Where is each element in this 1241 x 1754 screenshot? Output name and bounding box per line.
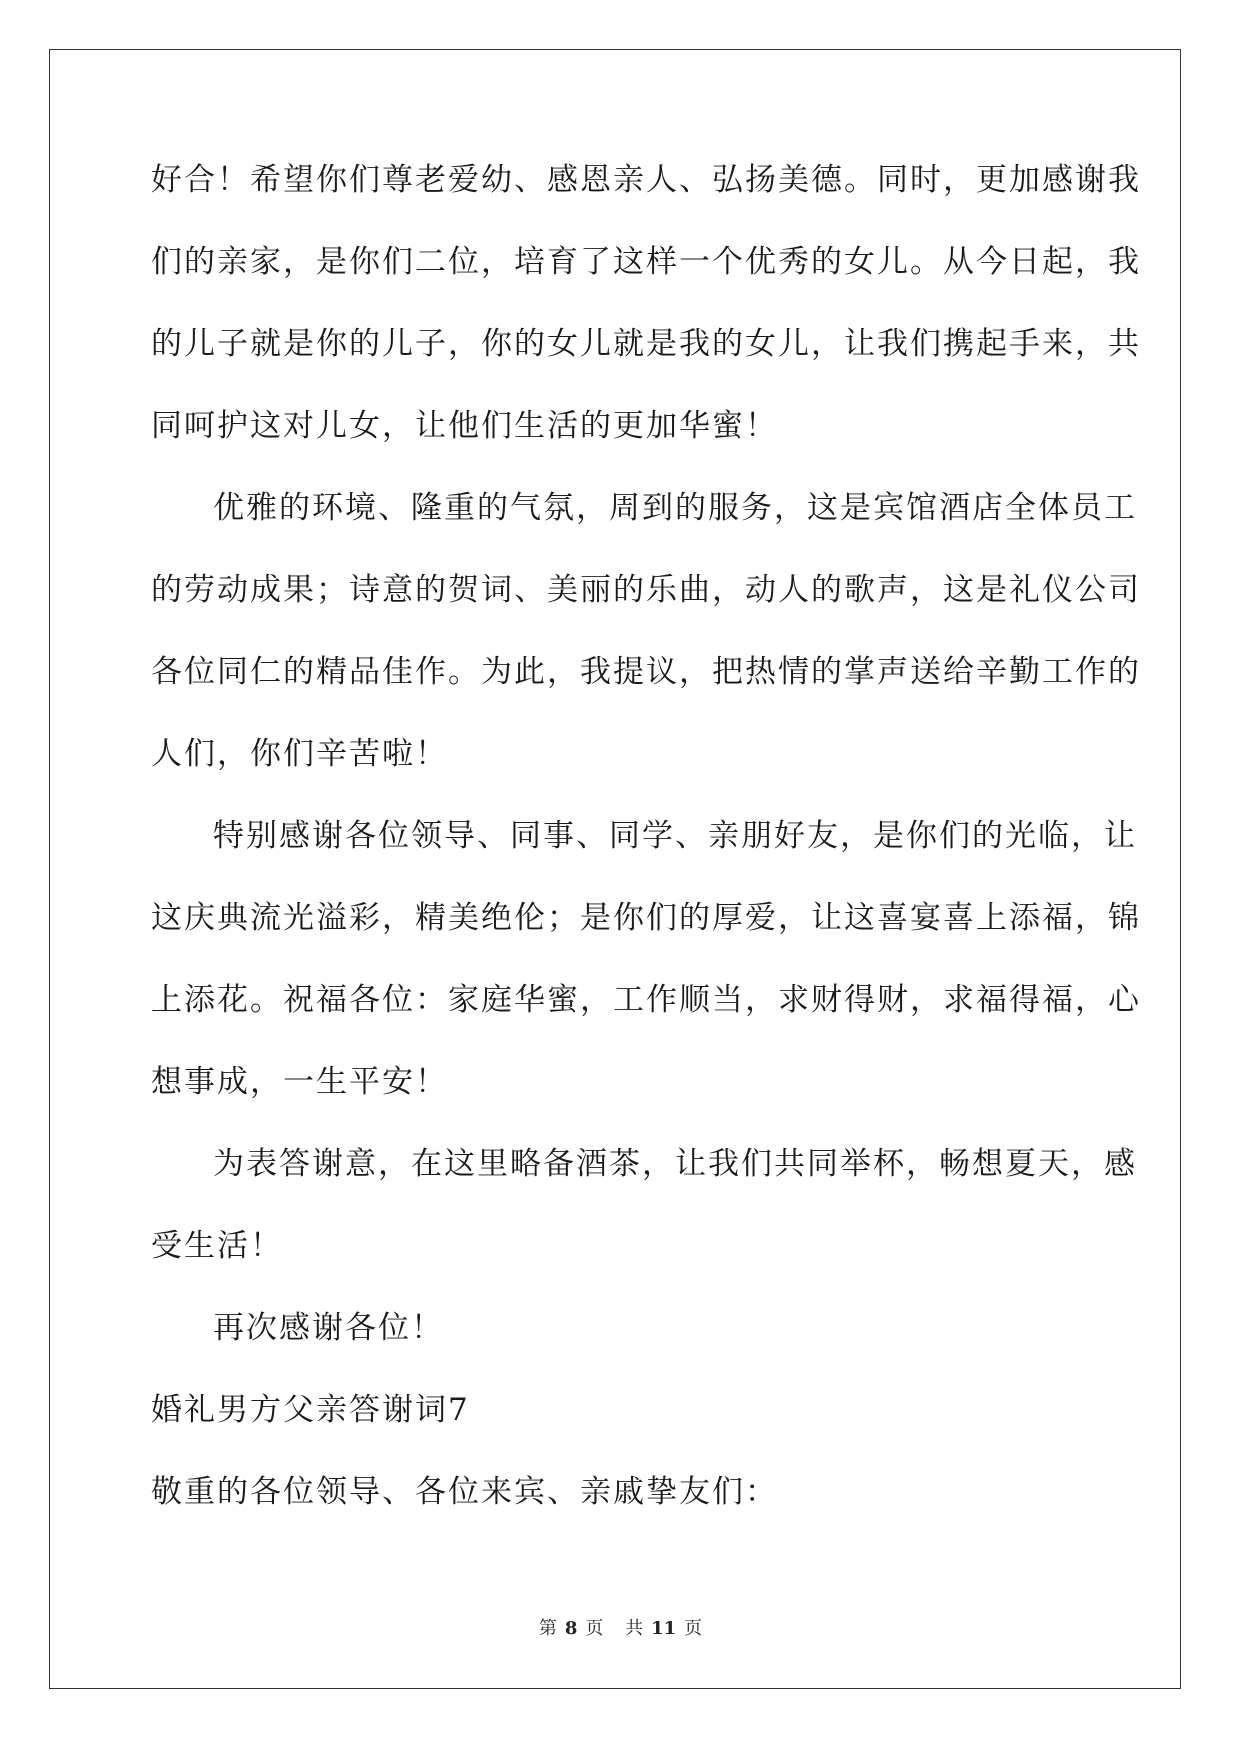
text-line: 上添花。祝福各位：家庭华蜜，工作顺当，求财得财，求福得福，心 bbox=[151, 982, 1141, 1018]
text-line: 好合！希望你们尊老爱幼、感恩亲人、弘扬美德。同时，更加感谢我 bbox=[151, 162, 1141, 198]
document-body bbox=[151, 158, 1141, 1552]
page-indicator bbox=[535, 1618, 608, 1639]
page-number: 8 bbox=[564, 1618, 578, 1639]
text-line: 优雅的环境、隆重的气氛，周到的服务，这是宾馆酒店全体员工 bbox=[213, 490, 1137, 526]
text-line: 想事成，一生平安！ bbox=[151, 1064, 448, 1100]
text-line: 同呵护这对儿女，让他们生活的更加华蜜！ bbox=[151, 408, 778, 444]
total-pages: 11 bbox=[651, 1618, 677, 1639]
total-indicator bbox=[621, 1618, 706, 1639]
text-line: 的劳动成果；诗意的贺词、美丽的乐曲，动人的歌声，这是礼仪公司 bbox=[151, 572, 1141, 608]
text-line: 的儿子就是你的儿子，你的女儿就是我的女儿，让我们携起手来，共 bbox=[151, 326, 1141, 362]
text-line: 再次感谢各位！ bbox=[213, 1310, 444, 1346]
page-footer bbox=[0, 1614, 1241, 1640]
section-heading: 婚礼男方父亲答谢词7 bbox=[151, 1392, 470, 1428]
total-prefix: 共 bbox=[625, 1618, 644, 1639]
page-prefix: 第 bbox=[538, 1618, 557, 1639]
text-line: 为表答谢意，在这里略备酒茶，让我们共同举杯，畅想夏天，感 bbox=[213, 1146, 1137, 1182]
text-line: 受生活！ bbox=[151, 1228, 283, 1264]
text-line: 特别感谢各位领导、同事、同学、亲朋好友，是你们的光临，让 bbox=[213, 818, 1137, 854]
text-line: 这庆典流光溢彩，精美绝伦；是你们的厚爱，让这喜宴喜上添福，锦 bbox=[151, 900, 1141, 936]
text-line: 人们，你们辛苦啦！ bbox=[151, 736, 448, 772]
page-suffix: 页 bbox=[585, 1618, 604, 1639]
text-line: 各位同仁的精品佳作。为此，我提议，把热情的掌声送给辛勤工作的 bbox=[151, 654, 1141, 690]
salutation-line: 敬重的各位领导、各位来宾、亲戚挚友们： bbox=[151, 1474, 778, 1510]
text-line: 们的亲家，是你们二位，培育了这样一个优秀的女儿。从今日起，我 bbox=[151, 244, 1141, 280]
total-suffix: 页 bbox=[684, 1618, 703, 1639]
